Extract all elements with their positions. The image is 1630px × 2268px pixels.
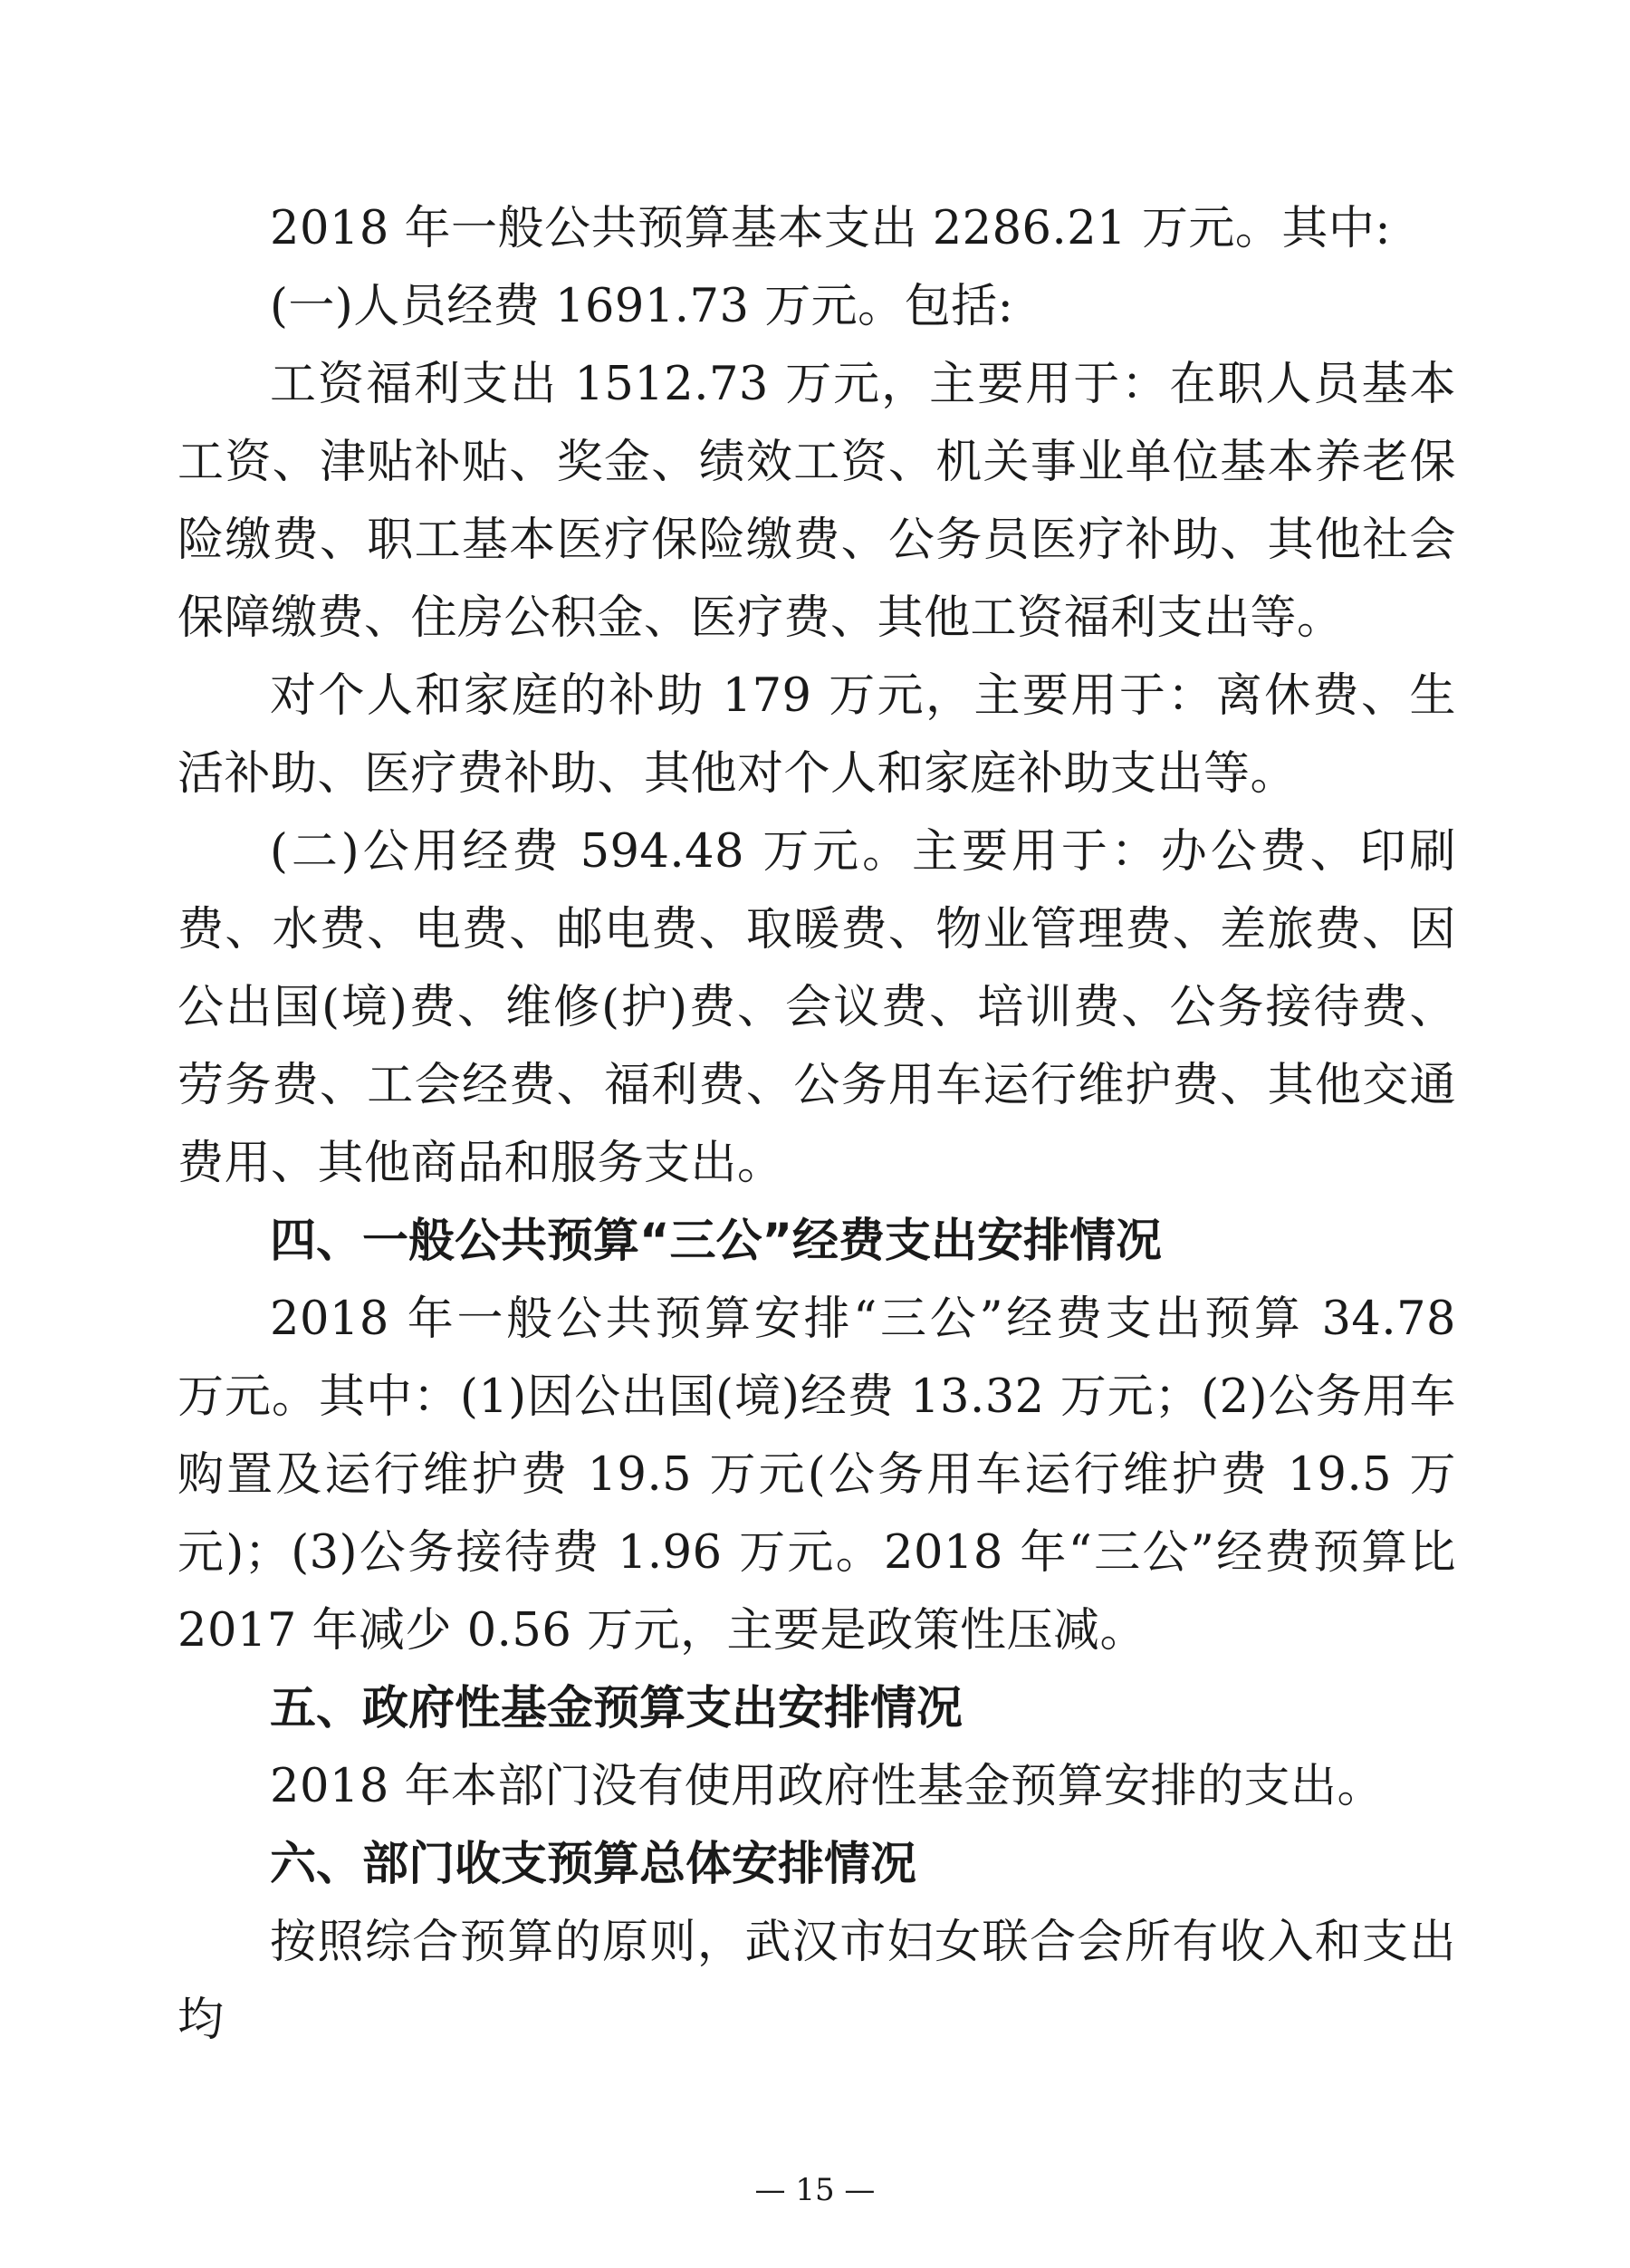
paragraph-household-subsidy: 对个人和家庭的补助 179 万元，主要用于：离休费、生活补助、医疗费补助、其他对个人和家庭补助支出等。	[177, 669, 1456, 801]
heading-overall-budget: 六、部门收支预算总体安排情况	[270, 1838, 917, 1891]
document-body	[177, 190, 1456, 2060]
paragraph-government-fund: 2018 年本部门没有使用政府性基金预算安排的支出。	[270, 1760, 1385, 1813]
paragraph-public-costs: (二)公用经费 594.48 万元。主要用于：办公费、印刷费、水费、电费、邮电费、取暖费、物业管理费、差旅费、因公出国(境)费、维修(护)费、会议费、培训费、公务接待费、劳务费、工会经费、福利费、公务用车运行维护费、其他交通费用、其他商品和服务支出。	[177, 825, 1456, 1190]
paragraph-basic-expenditure: 2018 年一般公共预算基本支出 2286.21 万元。其中:	[270, 202, 1392, 255]
page-number: — 15 —	[754, 2172, 876, 2208]
paragraph-three-public-expenses: 2018 年一般公共预算安排“三公”经费支出预算 34.78 万元。其中：(1)因公出国(境)经费 13.32 万元；(2)公务用车购置及运行维护费 19.5 万元(公务用车运行维护费 19.5 万元)；(3)公务接待费 1.96 万元。2018 年“三公”经费预算比 2017 年减少 0.56 万元，主要是政策性压减。	[177, 1293, 1456, 1658]
paragraph-wages-welfare: 工资福利支出 1512.73 万元，主要用于：在职人员基本工资、津贴补贴、奖金、绩效工资、机关事业单位基本养老保险缴费、职工基本医疗保险缴费、公务员医疗补助、其他社会保障缴费、住房公积金、医疗费、其他工资福利支出等。	[177, 358, 1456, 645]
paragraph-overall-budget: 按照综合预算的原则，武汉市妇女联合会所有收入和支出均	[177, 1916, 1456, 2047]
paragraph-personnel-costs: (一)人员经费 1691.73 万元。包括:	[270, 280, 1014, 333]
heading-government-fund: 五、政府性基金预算支出安排情况	[270, 1682, 964, 1735]
heading-three-public-expenses: 四、一般公共预算“三公”经费支出安排情况	[270, 1215, 1163, 1268]
